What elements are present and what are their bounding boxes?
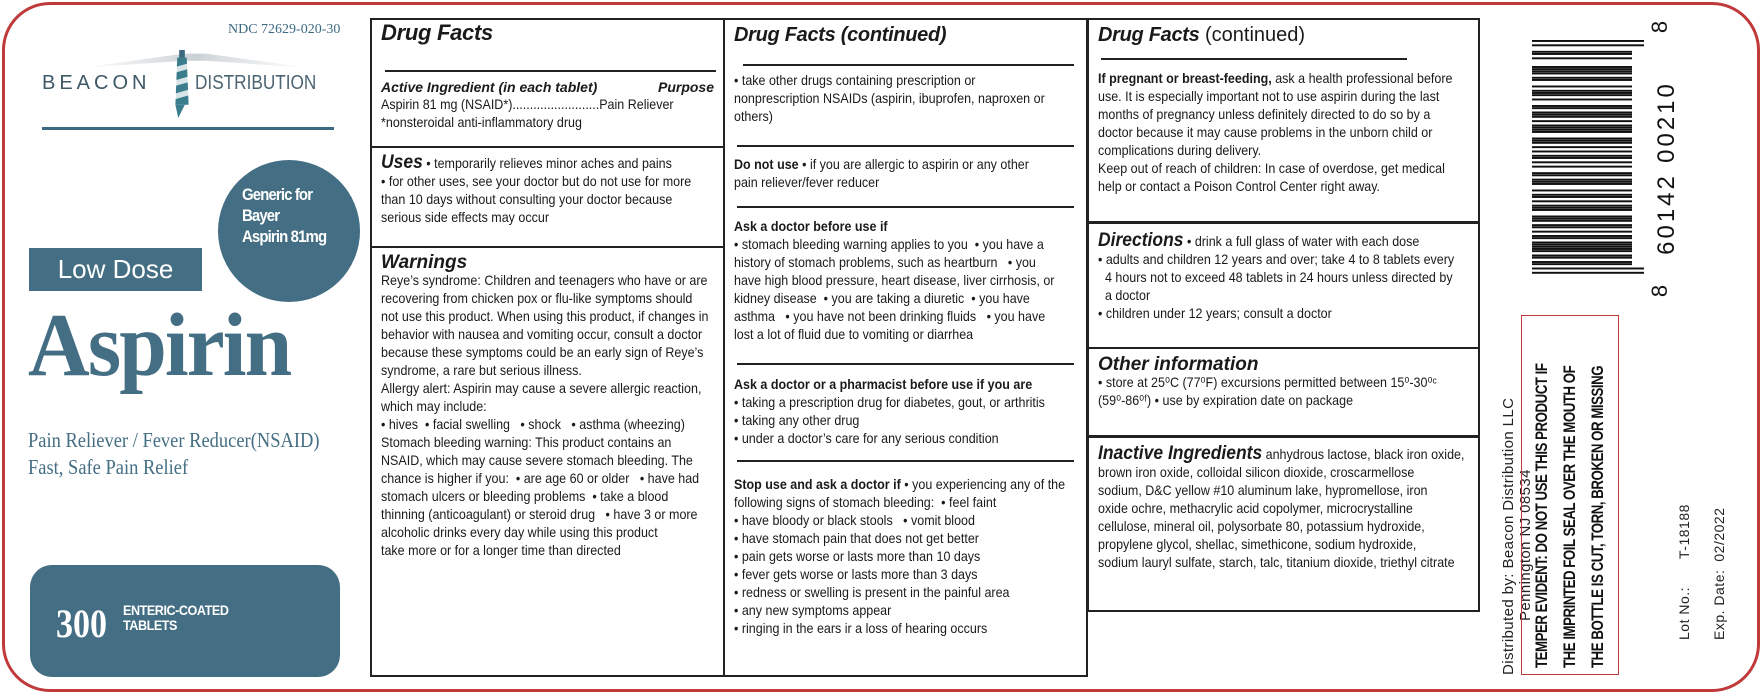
uses-section bbox=[372, 154, 723, 227]
inactive-ingredients-line: propylene glycol, shellac, simethicone, sodium hydroxide, bbox=[1098, 537, 1417, 552]
uses-line: • for other uses, see your doctor but do not use for more bbox=[381, 174, 692, 189]
drug-facts-column-2 bbox=[723, 18, 1088, 677]
stop-use-line: • you experiencing any of the bbox=[900, 477, 1066, 492]
lighthouse-icon bbox=[172, 50, 192, 118]
tamper-warning-line: THE IMPRINTED FOIL SEAL OVER THE MOUTH OF bbox=[1560, 365, 1579, 668]
other-information-line: • store at 25⁰C (77⁰F) excursions permitted between 15⁰-30⁰ᶜ bbox=[1098, 375, 1437, 390]
section-rule bbox=[737, 206, 1074, 208]
continued-line: others) bbox=[734, 109, 773, 124]
barcode-bar bbox=[1532, 190, 1632, 192]
tablet-description-line: TABLETS bbox=[123, 617, 178, 633]
logo-text-distribution: DISTRIBUTION bbox=[195, 72, 317, 94]
barcode-bar bbox=[1532, 107, 1632, 109]
logo-text-beacon: BEACON bbox=[42, 72, 151, 94]
pregnancy-line: months of pregnancy unless definitely directed to do so by a bbox=[1098, 107, 1431, 122]
barcode-bar bbox=[1532, 79, 1632, 81]
lighthouse-beam-icon bbox=[80, 50, 310, 68]
barcode-bar bbox=[1532, 140, 1632, 142]
barcode-bar bbox=[1532, 114, 1632, 116]
barcode-bar bbox=[1532, 244, 1632, 246]
barcode-bar bbox=[1532, 235, 1632, 237]
pregnancy-body bbox=[1098, 88, 1469, 196]
active-ingredient-section bbox=[372, 78, 723, 132]
barcode-bar bbox=[1532, 250, 1632, 252]
active-ingredient-header: Active Ingredient (in each tablet) bbox=[381, 79, 598, 95]
nsaid-continued-section bbox=[725, 72, 1086, 126]
drug-facts-continued-title: Drug Facts (continued) bbox=[734, 24, 947, 46]
ask-doctor-title: Ask a doctor before use if bbox=[734, 219, 888, 234]
barcode-bar bbox=[1532, 231, 1632, 233]
tablet-description-line: ENTERIC-COATED bbox=[123, 602, 229, 618]
directions-line: • drink a full glass of water with each dose bbox=[1183, 234, 1420, 249]
inactive-ingredients-section bbox=[1089, 445, 1478, 572]
beacon-logo bbox=[40, 38, 340, 118]
low-dose-banner: Low Dose bbox=[29, 248, 202, 291]
barcode-bar bbox=[1532, 129, 1632, 131]
barcode-bar bbox=[1532, 242, 1632, 244]
pregnancy-line: help or contact a Poison Control Center right away. bbox=[1098, 179, 1381, 194]
ask-doctor-line: history of stomach problems, such as heartburn • you bbox=[734, 255, 1036, 270]
warnings-line: stomach ulcers or bleeding problems • take a blood bbox=[381, 489, 669, 504]
tamper-warning-line: TEMPER EVIDENT: DO NOT USE THIS PRODUCT IF bbox=[1532, 363, 1551, 668]
section-rule bbox=[737, 145, 1074, 147]
barcode-bar bbox=[1532, 205, 1632, 207]
barcode-bar bbox=[1532, 183, 1632, 185]
barcode-bar bbox=[1532, 86, 1632, 88]
barcode-bar bbox=[1532, 44, 1644, 46]
warnings-line: recovering from chicken pox or flu-like symptoms should bbox=[381, 291, 693, 306]
barcode-bar bbox=[1532, 73, 1632, 75]
tagline-secondary: Fast, Safe Pain Relief bbox=[28, 455, 189, 479]
warnings-line: NSAID, which may cause severe stomach bleeding. The bbox=[381, 453, 693, 468]
warnings-line: syndrome, a rare but serious illness. bbox=[381, 363, 582, 378]
directions-line: • adults and children 12 years and over; take 4 to 8 tablets every bbox=[1098, 252, 1455, 267]
barcode-bar bbox=[1532, 77, 1632, 79]
warnings-body bbox=[381, 272, 714, 560]
section-rule bbox=[737, 363, 1074, 365]
exp-label: Exp. Date: bbox=[1711, 569, 1727, 640]
generic-badge bbox=[218, 160, 360, 302]
barcode-bar bbox=[1532, 70, 1632, 72]
stop-use-section bbox=[725, 476, 1086, 638]
logo-divider bbox=[42, 127, 334, 130]
stop-use-title: Stop use and ask a doctor if bbox=[734, 477, 901, 492]
warnings-line: Allergy alert: Aspirin may cause a severe allergic reaction, bbox=[381, 381, 702, 396]
directions-title: Directions bbox=[1098, 230, 1184, 251]
ask-doctor-section bbox=[725, 218, 1086, 344]
drug-facts-title-continued: (continued) bbox=[1199, 24, 1306, 46]
continued-line: nonprescription NSAIDs (aspirin, ibuprofen, naproxen or bbox=[734, 91, 1045, 106]
drug-facts-title: Drug Facts bbox=[381, 20, 493, 45]
barcode-bar bbox=[1532, 99, 1632, 101]
warnings-line: alcoholic drinks every day while using this product bbox=[381, 525, 658, 540]
barcode-bar bbox=[1532, 127, 1632, 129]
barcode-bar bbox=[1532, 161, 1632, 163]
barcode-bar bbox=[1532, 218, 1632, 220]
directions-line: 4 hours not to exceed 48 tablets in 24 hours unless directed by bbox=[1098, 270, 1453, 285]
barcode-bar bbox=[1532, 207, 1632, 209]
warnings-title: Warnings bbox=[381, 252, 468, 273]
stop-use-line: following signs of stomach bleeding: • feel faint bbox=[734, 495, 997, 510]
barcode-bar bbox=[1532, 257, 1632, 259]
continued-line: • take other drugs containing prescription or bbox=[734, 73, 976, 88]
uses-line: • temporarily relieves minor aches and pains bbox=[422, 156, 672, 171]
do-not-use-line: pain reliever/fever reducer bbox=[734, 175, 880, 190]
stop-use-line: • fever gets worse or lasts more than 3 days bbox=[734, 567, 978, 582]
barcode-bar bbox=[1532, 179, 1632, 181]
section-divider bbox=[1089, 435, 1478, 438]
other-information-title: Other information bbox=[1098, 354, 1259, 375]
warnings-section bbox=[372, 254, 723, 560]
warnings-line: chance is higher if you: • are age 60 or older • have had bbox=[381, 471, 700, 486]
upc-barcode bbox=[1532, 40, 1644, 274]
inactive-ingredients-body bbox=[1098, 464, 1469, 572]
ask-doctor-line: have high blood pressure, heart disease, liver cirrhosis, or bbox=[734, 273, 1055, 288]
barcode-bar bbox=[1532, 57, 1632, 59]
directions-section bbox=[1089, 232, 1478, 323]
ask-doctor-line: kidney disease • you are taking a diuretic • you have bbox=[734, 291, 1030, 306]
inactive-ingredients-line: brown iron oxide, colloidal silicon dioxide, croscarmellose bbox=[1098, 465, 1415, 480]
barcode-bar bbox=[1532, 151, 1632, 153]
warnings-line: Reye’s syndrome: Children and teenagers who have or are bbox=[381, 273, 708, 288]
exp-value: 02/2022 bbox=[1711, 507, 1727, 562]
barcode-bar bbox=[1532, 157, 1632, 159]
do-not-use-section bbox=[725, 156, 1086, 192]
distributor-name: Distributed by: Beacon Distribution LLC bbox=[1500, 397, 1517, 675]
generic-badge-line: Generic for bbox=[242, 185, 313, 204]
barcode-bar bbox=[1532, 216, 1632, 218]
drug-facts-header bbox=[372, 20, 723, 45]
ask-doctor-line: asthma • you have not been drinking fluids • you have bbox=[734, 309, 1046, 324]
ask-doctor-line: • stomach bleeding warning applies to you • you have a bbox=[734, 237, 1044, 252]
lot-value: T-18188 bbox=[1676, 504, 1692, 559]
barcode-bar bbox=[1532, 255, 1632, 257]
barcode-bar bbox=[1532, 92, 1632, 94]
barcode-digit: 00210 bbox=[1652, 81, 1680, 163]
barcode-bar bbox=[1532, 246, 1632, 248]
section-divider bbox=[1089, 347, 1478, 349]
section-divider bbox=[1089, 221, 1478, 224]
barcode-bar bbox=[1532, 237, 1632, 239]
ask-doctor-body bbox=[734, 236, 1077, 344]
barcode-bar bbox=[1532, 51, 1632, 53]
barcode-bar bbox=[1532, 261, 1632, 263]
barcode-bar bbox=[1532, 200, 1632, 202]
barcode-bar bbox=[1532, 94, 1632, 96]
ndc-number: NDC 72629-020-30 bbox=[228, 22, 341, 37]
stop-use-line: • any new symptoms appear bbox=[734, 603, 892, 618]
barcode-digit: 60142 bbox=[1652, 173, 1680, 255]
tablet-count-panel bbox=[30, 565, 340, 677]
drug-facts-title-bold: Drug Facts bbox=[1098, 24, 1200, 46]
barcode-bar bbox=[1532, 248, 1632, 250]
barcode-bar bbox=[1532, 220, 1632, 222]
other-information-line: (59⁰-86⁰ᶠ) • use by expiration date on package bbox=[1098, 393, 1354, 408]
pregnancy-title: If pregnant or breast-feeding, bbox=[1098, 71, 1272, 86]
warnings-line: • hives • facial swelling • shock • asthma (wheezing) bbox=[381, 417, 685, 432]
title-rule bbox=[743, 64, 1074, 66]
directions-line: • children under 12 years; consult a doctor bbox=[1098, 306, 1332, 321]
barcode-bar bbox=[1532, 155, 1632, 157]
section-rule bbox=[737, 460, 1074, 462]
barcode-bar bbox=[1532, 166, 1632, 168]
inactive-ingredients-line: sodium lauryl sulfate, starch, talc, titanium dioxide, triethyl citrate bbox=[1098, 555, 1455, 570]
ask-pharmacist-section bbox=[725, 376, 1086, 448]
barcode-bar bbox=[1532, 209, 1632, 211]
inactive-ingredients-line: cellulose, mineral oil, polysorbate 80, potassium hydroxide, bbox=[1098, 519, 1425, 534]
barcode-bar bbox=[1532, 138, 1632, 140]
barcode-bar bbox=[1532, 125, 1632, 127]
warnings-line: not use this product. When using this product, if changes in bbox=[381, 309, 709, 324]
active-ingredient-header-row bbox=[381, 78, 714, 96]
barcode-bar bbox=[1532, 120, 1632, 122]
ask-pharmacist-line: • taking a prescription drug for diabetes, gout, or arthritis bbox=[734, 395, 1045, 410]
warnings-line: because these symptoms could be an early sign of Reye’s bbox=[381, 345, 704, 360]
barcode-bar bbox=[1532, 142, 1632, 144]
lot-label: Lot No.: bbox=[1676, 586, 1692, 640]
title-rule bbox=[385, 70, 716, 72]
active-ingredient-line: Aspirin 81 mg (NSAID*).........................Pain Reliever bbox=[381, 97, 674, 112]
warnings-line: take more or for a longer time than directed bbox=[381, 543, 621, 558]
stop-use-line: • pain gets worse or lasts more than 10 days bbox=[734, 549, 981, 564]
generic-badge-line: Aspirin 81mg bbox=[242, 227, 327, 246]
barcode-bar bbox=[1532, 66, 1632, 68]
inactive-ingredients-title: Inactive Ingredients bbox=[1098, 443, 1263, 464]
tagline-primary: Pain Reliever / Fever Reducer(NSAID) bbox=[28, 428, 320, 452]
tamper-warning bbox=[1528, 363, 1612, 668]
uses-line: serious side effects may occur bbox=[381, 210, 549, 225]
barcode-bar bbox=[1532, 40, 1644, 42]
stop-use-body bbox=[734, 494, 1077, 638]
barcode-bar bbox=[1532, 194, 1632, 196]
do-not-use-line: • if you are allergic to aspirin or any other bbox=[798, 157, 1029, 172]
distributor-address: Pennington NJ 08534 bbox=[1517, 469, 1534, 621]
pregnancy-line: complications during delivery. bbox=[1098, 143, 1262, 158]
warnings-line: which may include: bbox=[381, 399, 487, 414]
purpose-header: Purpose bbox=[657, 79, 714, 95]
section-divider bbox=[372, 246, 723, 248]
barcode-bar bbox=[1532, 90, 1632, 92]
barcode-bar bbox=[1532, 268, 1644, 270]
uses-title: Uses bbox=[381, 152, 423, 173]
barcode-bar bbox=[1532, 131, 1632, 133]
ask-pharmacist-title: Ask a doctor or a pharmacist before use if you are bbox=[734, 377, 1033, 392]
barcode-bar bbox=[1532, 53, 1632, 55]
do-not-use-title: Do not use bbox=[734, 157, 799, 172]
drug-facts-column-1 bbox=[370, 18, 725, 677]
pregnancy-line: ask a health professional before bbox=[1271, 71, 1453, 86]
inactive-ingredients-line: anhydrous lactose, black iron oxide, bbox=[1262, 447, 1465, 462]
ask-pharmacist-line: • under a doctor’s care for any serious condition bbox=[734, 431, 999, 446]
barcode-bar bbox=[1532, 116, 1632, 118]
ask-doctor-line: lost a lot of fluid due to vomiting or diarrhea bbox=[734, 327, 974, 342]
drug-facts-continued-header bbox=[725, 26, 1086, 44]
barcode-digit: 8 bbox=[1647, 284, 1673, 298]
section-divider bbox=[372, 146, 723, 148]
directions-body bbox=[1098, 251, 1469, 323]
expiration-date bbox=[1711, 508, 1727, 640]
barcode-bar bbox=[1532, 272, 1644, 274]
uses-line: than 10 days without consulting your doctor because bbox=[381, 192, 673, 207]
pregnancy-line: doctor because it may cause problems in the unborn child or bbox=[1098, 125, 1433, 140]
barcode-bar bbox=[1532, 196, 1632, 198]
warnings-line: thinning (anticoagulant) or steroid drug • have 3 or more bbox=[381, 507, 698, 522]
title-rule bbox=[1101, 58, 1407, 60]
drug-facts-continued-header-2 bbox=[1089, 26, 1478, 46]
tablet-count: 300 bbox=[56, 601, 107, 646]
generic-badge-line: Bayer bbox=[242, 206, 280, 225]
barcode-bar bbox=[1532, 68, 1632, 70]
barcode-bar bbox=[1532, 181, 1632, 183]
warnings-line: Stomach bleeding warning: This product contains an bbox=[381, 435, 672, 450]
barcode-bar bbox=[1532, 226, 1632, 228]
barcode-bar bbox=[1532, 174, 1632, 176]
active-ingredient-note: *nonsteroidal anti-inflammatory drug bbox=[381, 115, 582, 130]
stop-use-line: • have stomach pain that does not get better bbox=[734, 531, 979, 546]
barcode-bar bbox=[1532, 105, 1632, 107]
stop-use-line: • have bloody or black stools • vomit blood bbox=[734, 513, 975, 528]
pregnancy-line: use. It is especially important not to use aspirin during the last bbox=[1098, 89, 1440, 104]
ask-pharmacist-line: • taking any other drug bbox=[734, 413, 860, 428]
warnings-line: behavior with nausea and vomiting occur, consult a doctor bbox=[381, 327, 703, 342]
barcode-bar bbox=[1532, 146, 1632, 148]
barcode-bar bbox=[1532, 263, 1632, 265]
barcode-digit: 8 bbox=[1647, 20, 1673, 34]
barcode-bar bbox=[1532, 224, 1632, 226]
product-name: Aspirin bbox=[28, 296, 291, 395]
other-information-section bbox=[1089, 356, 1478, 410]
inactive-ingredients-line: oxide ochre, methacrylic acid copolymer, microcrystalline bbox=[1098, 501, 1413, 516]
stop-use-line: • redness or swelling is present in the painful area bbox=[734, 585, 1010, 600]
barcode-bar bbox=[1532, 112, 1632, 114]
tamper-warning-line: THE BOTTLE IS CUT, TORN, BROKEN OR MISSING bbox=[1588, 365, 1607, 668]
inactive-ingredients-line: sodium, D&C yellow #10 aluminum lake, hypromellose, iron bbox=[1098, 483, 1428, 498]
pregnancy-section bbox=[1089, 70, 1478, 196]
tablet-description bbox=[123, 603, 228, 633]
pregnancy-line: Keep out of reach of children: In case of overdose, get medical bbox=[1098, 161, 1445, 176]
stop-use-line: • ringing in the ears ir a loss of hearing occurs bbox=[734, 621, 988, 636]
drug-facts-column-3 bbox=[1087, 18, 1480, 612]
barcode-bar bbox=[1532, 172, 1632, 174]
directions-line: a doctor bbox=[1098, 288, 1151, 303]
lot-number bbox=[1676, 504, 1692, 640]
